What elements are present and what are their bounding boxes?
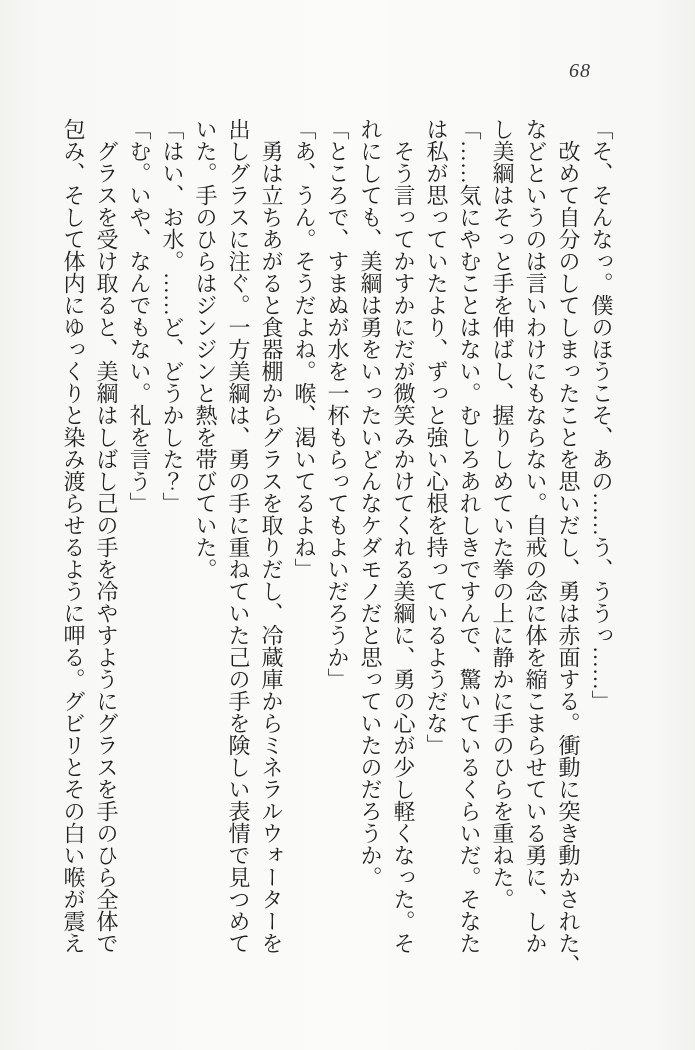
text-column: は私が思っていたより、ずっと強い心根を持っているようだな」 <box>424 118 449 756</box>
text-column: し美綱はそっと手を伸ばし、握りしめていた拳の上に静かに手のひらを重ねた。 <box>490 118 515 910</box>
text-column: 「そ、そんなっ。僕のほうこそ、あの……う、ううっ……」 <box>589 118 614 712</box>
paragraph <box>354 118 420 958</box>
text-column: 「あ、うん。そうだよね。喉、渇いてるよね」 <box>292 118 317 580</box>
page-number: 68 <box>569 60 591 82</box>
text-column: 包み、そして体内にゆっくりと染み渡らせるように呷る。グビリとその白い喉が震え <box>61 118 86 954</box>
text-column: 「はい、お水。……ど、どうかした？」 <box>160 118 185 514</box>
paragraph <box>585 118 618 958</box>
paragraph <box>486 118 585 976</box>
paragraph <box>156 118 189 958</box>
text-column: 勇は立ちあがると食器棚からグラスを取りだし、冷蔵庫からミネラルウォーターを <box>259 140 284 954</box>
paragraph <box>420 118 486 958</box>
text-column: などというのは言いわけにもならない。自戒の念に体を縮こまらせている勇に、しか <box>523 118 548 954</box>
text-column: グラスを受け取ると、美綱はしばし己の手を冷やすようにグラスを手のひら全体で <box>94 140 119 954</box>
text-column: 出しグラスに注ぐ。一方美綱は、勇の手に重ねていた己の手を険しい表情で見つめて <box>226 118 251 954</box>
text-column: 改めて自分のしてしまったことを思いだし、勇は赤面する。衝動に突き動かされた、 <box>556 140 581 976</box>
text-column: そう言ってかすかにだが微笑みかけてくれる美綱に、勇の心が少し軽くなった。そ <box>391 140 416 954</box>
text-column: いた。手のひらはジンジンと熱を帯びていた。 <box>193 118 218 580</box>
paragraph <box>288 118 321 958</box>
text-column: 「……気にやむことはない。むしろあれしきですんで、驚いているくらいだ。そなた <box>457 118 482 954</box>
paragraph <box>57 118 123 958</box>
text-column: 「ところで、すまぬが水を一杯もらってもよいだろうか」 <box>325 118 350 690</box>
text-column: れにしても、美綱は勇をいったいどんなケダモノだと思っていたのだろうか。 <box>358 118 383 888</box>
paragraph <box>189 118 288 958</box>
text-column: 「む。いや、なんでもない。礼を言う」 <box>127 118 152 514</box>
text-block <box>56 118 618 976</box>
paragraph <box>321 118 354 958</box>
paragraph <box>123 118 156 958</box>
